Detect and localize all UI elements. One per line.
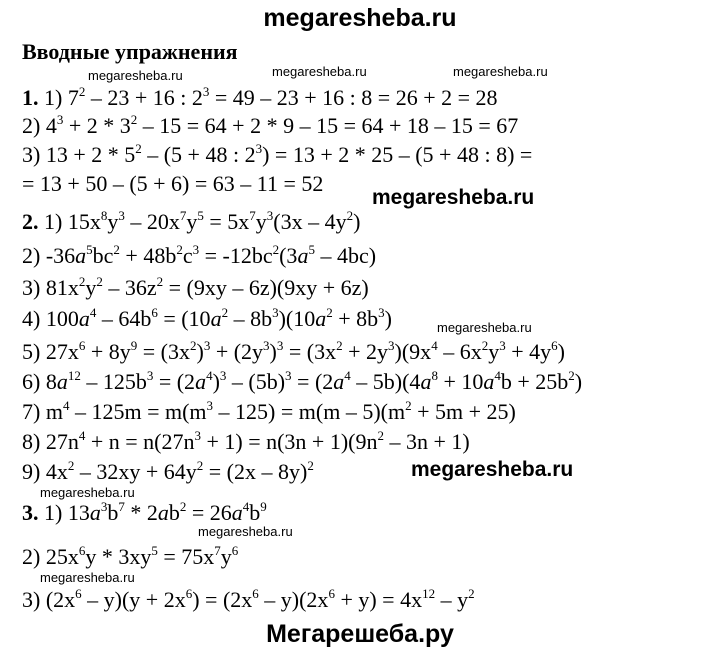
exercise-2-line-3: 3) $81x^2y^2 - 36z^2 = (9xy - 6z)(9xy + 6z)$ bbox=[22, 274, 369, 300]
exercise-2-line-4: 4) $100a^4 - 64b^6 = (10a^2 - 8b^3)(10a^2 + 8b^3)$ bbox=[22, 305, 392, 331]
watermark: megaresheba.ru bbox=[272, 64, 367, 79]
exercise-1-line-4: = 13 + 50 – (5 + 6) = 63 – 11 = 52 bbox=[22, 171, 324, 196]
section-heading: Вводные упражнения bbox=[22, 39, 238, 64]
exercise-2-line-6: 6) $8a^{12} - 125b^3 = (2a^4)^3 - (5b)^3 = (2a^4 - 5b)(4a^8 + 10a^4b + 25b^2)$ bbox=[22, 368, 583, 394]
exercise-3-line-3: 3) $(2x^6 - y)(y + 2x^6) = (2x^6 - y)(2x^6 + y) = 4x^{12} - y^2$ bbox=[22, 586, 475, 612]
watermark: megaresheba.ru bbox=[40, 570, 135, 585]
exercise-2-line-8: 8) $27n^4 + n = n(27n^3 + 1) = n(3n + 1)(9n^2 - 3n + 1)$ bbox=[22, 428, 470, 454]
exercise-2-line-7: 7) $m^4 - 125m = m(m^3 - 125) = m(m - 5)(m^2 + 5m + 25)$ bbox=[22, 398, 516, 424]
watermark-large: megaresheba.ru bbox=[411, 458, 574, 481]
exercise-1-line-1: 1. 1) $7^2 - 23 + 16$ : $2^3 = 49 - 23 + 16$ : 8 = 26 + 2 = 28 bbox=[22, 84, 498, 110]
exercise-2-line-9: 9) $4x^2 - 32xy + 64y^2 = (2x - 8y)^2$ bbox=[22, 458, 314, 484]
watermark-large: megaresheba.ru bbox=[372, 186, 535, 209]
exercise-number: 2. bbox=[22, 209, 39, 234]
exercise-3-line-2: 2) $25x^6y * 3xy^5 = 75x^7y^6$ bbox=[22, 543, 239, 569]
exercise-2-line-5: 5) $27x^6 + 8y^9 = (3x^2)^3 + (2y^3)^3 = (3x^2 + 2y^3)(9x^4 - 6x^2y^3 + 4y^6)$ bbox=[22, 338, 565, 364]
watermark: megaresheba.ru bbox=[453, 64, 548, 79]
site-footer: Мегарешеба.ру bbox=[266, 620, 454, 648]
site-header: megaresheba.ru bbox=[263, 4, 457, 32]
watermark: megaresheba.ru bbox=[437, 320, 532, 335]
exercise-2-line-1: 2. 1) $15x^8y^3 - 20x^7y^5 = 5x^7y^3(3x - 4y^2)$ bbox=[22, 208, 361, 234]
exercise-number: 1. bbox=[22, 85, 39, 110]
exercise-3-line-1: 3. 1) $13a^3b^7 * 2ab^2 = 26a^4b^9$ bbox=[22, 499, 267, 525]
watermark: megaresheba.ru bbox=[198, 524, 293, 539]
exercise-1-line-3: 3) $13 + 2 * 5^2 - (5 + 48$ : $2^3) = 13 + 2 * 25 - (5 + 48$ : 8) = bbox=[22, 141, 533, 167]
watermark: megaresheba.ru bbox=[88, 68, 183, 83]
exercise-2-line-2: 2) $-36a^5bc^2 + 48b^2c^3 = -12bc^2(3a^5 - 4bc)$ bbox=[22, 242, 377, 268]
watermark: megaresheba.ru bbox=[40, 485, 135, 500]
exercise-1-line-2: 2) $4^3 + 2 * 3^2 - 15 = 64 + 2 * 9 - 15 = 64 + 18 - 15 = 67$ bbox=[22, 112, 519, 138]
exercise-number: 3. bbox=[22, 500, 39, 525]
